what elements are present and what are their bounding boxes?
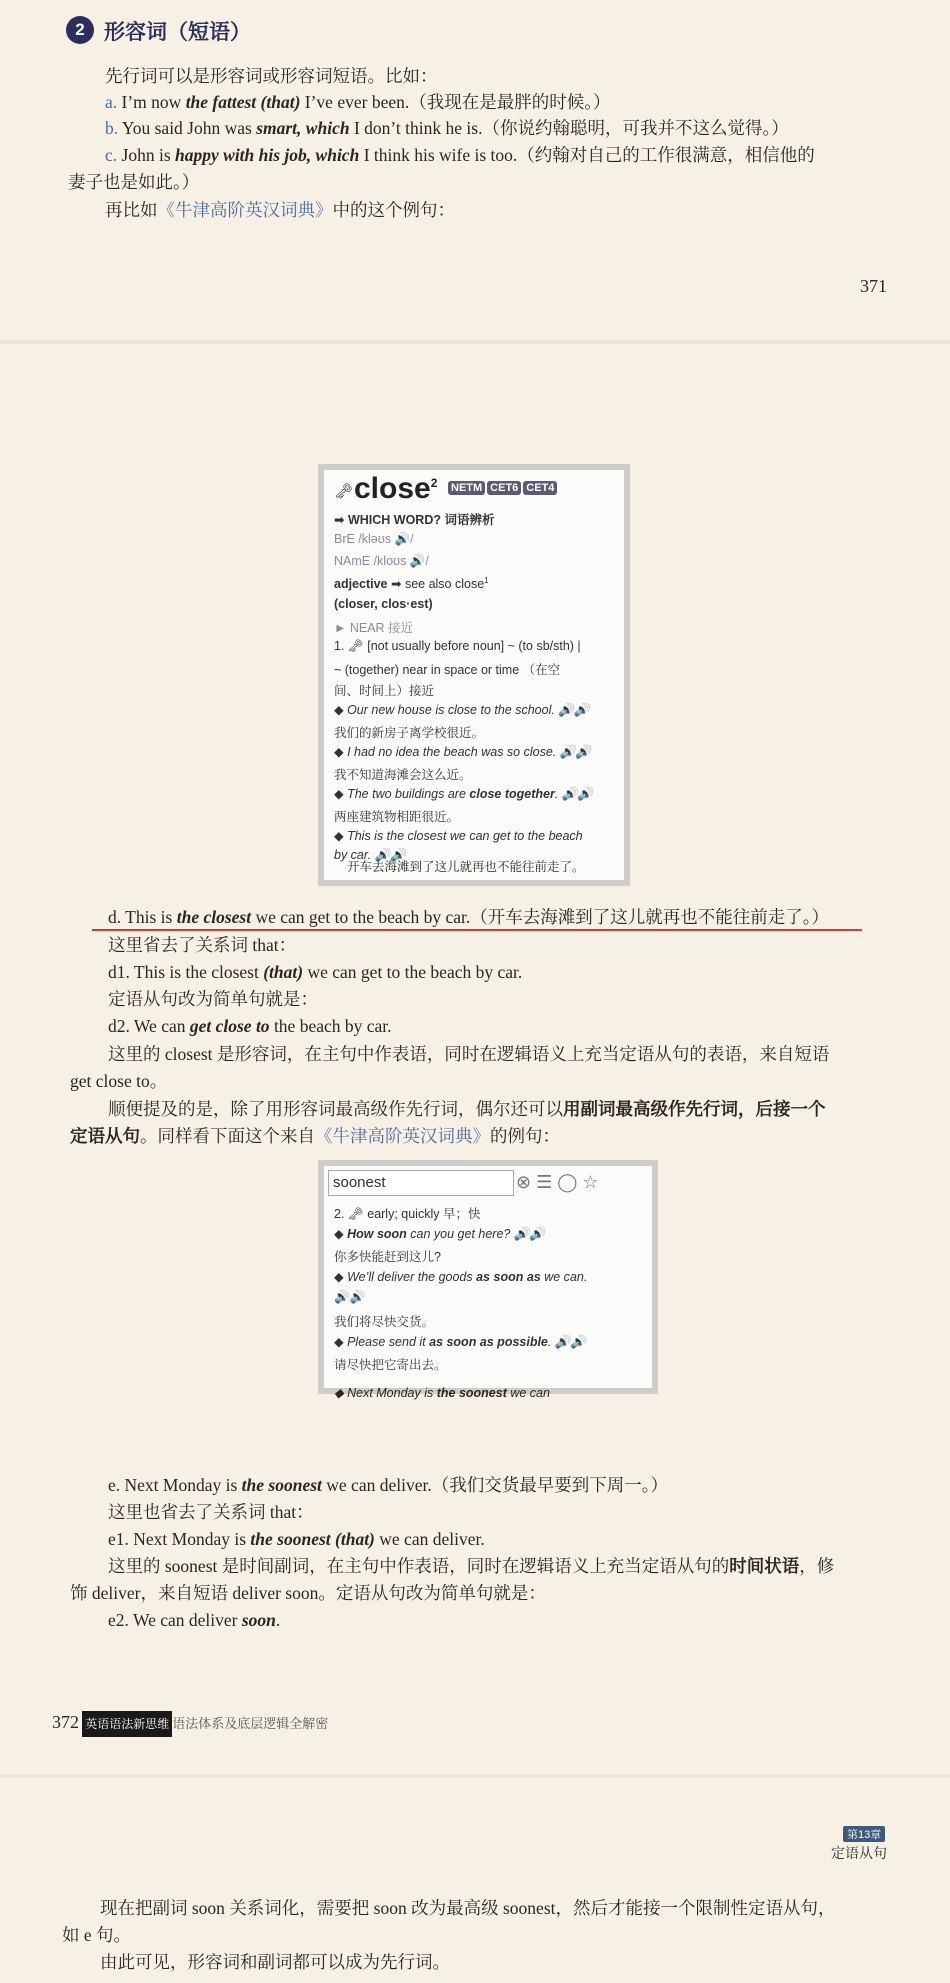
near: ► NEAR 接近 (334, 621, 414, 635)
note-text: 顺便提及的是，除了用形容词最高级作先行词，偶尔还可以用副词最高级作先行词，后接一个 (108, 1099, 826, 1119)
red-underline (92, 929, 862, 931)
example-d: d. This is the closest we can get to the beach by car.（开车去海滩到了这儿就再也不能往前走了。） (108, 907, 829, 927)
soon-example-2-zh: 我们将尽快交货。 (334, 1315, 435, 1329)
headword: close$^2$ (354, 472, 438, 505)
example-3: ◆ The two buildings are close together. 🔊🔊 (334, 787, 593, 801)
page-footer: 372 英语语法新思维 语法体系及底层逻辑全解密 (52, 1709, 328, 1737)
example-e1: e1. Next Monday is the soonest (that) we can deliver. (108, 1529, 485, 1549)
example-e2: e2. We can deliver soon. (108, 1610, 281, 1630)
soon-example-2: ◆ We’ll deliver the goods as soon as we can. (334, 1270, 588, 1284)
example-4-zh: 开车去海滩到了这儿就再也不能往前走了。 (347, 860, 585, 874)
sense-2: 2. 🗝 early; quickly 早；快 (334, 1207, 481, 1221)
dictionary-entry-close (318, 464, 630, 886)
soon-example-3-zh: 请尽快把它寄出去。 (334, 1358, 447, 1372)
key-icon: 🗝 (334, 483, 354, 500)
sense-1c: 间、时间上）接近 (334, 684, 435, 698)
example-2-zh: 我不知道海滩会这么近。 (334, 768, 472, 782)
example-b: b. You said John was smart, which I don’t think he is.（你说约翰聪明，可我并不这么觉得。） (105, 118, 789, 138)
soon-example-4: ◆ Next Monday is the soonest we can (334, 1386, 550, 1400)
part-of-speech: adjective ➡ see also close$^1$ (334, 576, 489, 592)
chapter-badge: 第13章 (843, 1826, 885, 1842)
example-c-continued: 妻子也是如此。） (68, 172, 200, 192)
sense-1a: 1. 🗝 [not usually before noun] ~ (to sb/sth) | (334, 639, 581, 653)
omit-text-1: 这里省去了关系词 that： (108, 935, 297, 955)
name-pron: NAmE /kloʊs 🔊/ (334, 554, 429, 568)
example-d1: d1. This is the closest (that) we can get to the beach by car. (108, 962, 523, 982)
example-3-zh: 两座建筑物相距很近。 (334, 810, 460, 824)
soon-example-1-zh: 你多快能赶到这儿? (334, 1250, 441, 1264)
soon-example-2-audio[interactable]: 🔊🔊 (334, 1290, 366, 1304)
which-word: ➡ WHICH WORD? 词语辨析 (334, 513, 495, 527)
page-number-371: 371 (860, 276, 887, 296)
paragraph-2: 由此可见，形容词和副词都可以成为先行词。 (100, 1952, 450, 1972)
page-371 (0, 0, 950, 340)
example-d2: d2. We can get close to the beach by car. (108, 1016, 392, 1036)
toolbar-icons[interactable]: ⊗ ☰ ◯ ☆ (516, 1172, 599, 1192)
bre-pron: BrE /kləʊs 🔊/ (334, 532, 414, 546)
sense-1b: ~ (together) near in space or time （在空 (334, 663, 561, 677)
paragraph-1-continued: 如 e 句。 (62, 1925, 132, 1945)
simple-sentence-text-1: 定语从句改为简单句就是： (108, 989, 318, 1009)
example-c: c. John is happy with his job, which I think his wife is too.（约翰对自己的工作很满意，相信他的 (105, 145, 815, 165)
explain-2-continued: 饰 deliver，来自短语 deliver soon。定语从句改为简单句就是： (70, 1583, 546, 1603)
example-4b: by car. 🔊🔊 (334, 848, 406, 862)
exam-badges: NETM CET6 CET4 (446, 480, 557, 495)
page-372 (0, 344, 950, 1774)
example-a: a. I’m now the fattest (that) I’ve ever been.（我现在是最胖的时候。） (105, 92, 611, 112)
example-4a: ◆ This is the closest we can get to the beach (334, 829, 583, 843)
explain-1-continued: get close to。 (70, 1071, 168, 1091)
more-example-text: 再比如《牛津高阶英汉词典》中的这个例句： (105, 200, 455, 220)
omit-text-2: 这里也省去了关系词 that： (108, 1502, 314, 1522)
search-input[interactable]: soonest (328, 1170, 514, 1196)
example-e: e. Next Monday is the soonest we can deliver.（我们交货最早要到下周一。） (108, 1475, 668, 1495)
note-text-continued: 定语从句。同样看下面这个来自《牛津高阶英汉词典》的例句： (70, 1126, 560, 1146)
paragraph-1: 现在把副词 soon 关系词化，需要把 soon 改为最高级 soonest，然后才能接一个限制性定语从句， (100, 1898, 836, 1918)
forms: (closer, clos·est) (334, 597, 433, 611)
soon-example-3: ◆ Please send it as soon as possible. 🔊🔊 (334, 1335, 586, 1349)
example-1: ◆ Our new house is close to the school. 🔊🔊 (334, 703, 590, 717)
intro-text: 先行词可以是形容词或形容词短语。比如： (105, 66, 438, 86)
dictionary-entry-soonest (318, 1160, 658, 1394)
soon-example-1: ◆ How soon can you get here? 🔊🔊 (334, 1227, 545, 1241)
chapter-title: 定语从句 (831, 1845, 887, 1861)
section-title: 形容词（短语） (104, 20, 251, 44)
section-number: 2 (66, 16, 94, 44)
example-1-zh: 我们的新房子离学校很近。 (334, 726, 485, 740)
example-2: ◆ I had no idea the beach was so close. 🔊🔊 (334, 745, 591, 759)
explain-1: 这里的 closest 是形容词，在主句中作表语，同时在逻辑语义上充当定语从句的表语，来自短语 (108, 1044, 830, 1064)
explain-2: 这里的 soonest 是时间副词，在主句中作表语，同时在逻辑语义上充当定语从句的时间状语，修 (108, 1556, 835, 1576)
